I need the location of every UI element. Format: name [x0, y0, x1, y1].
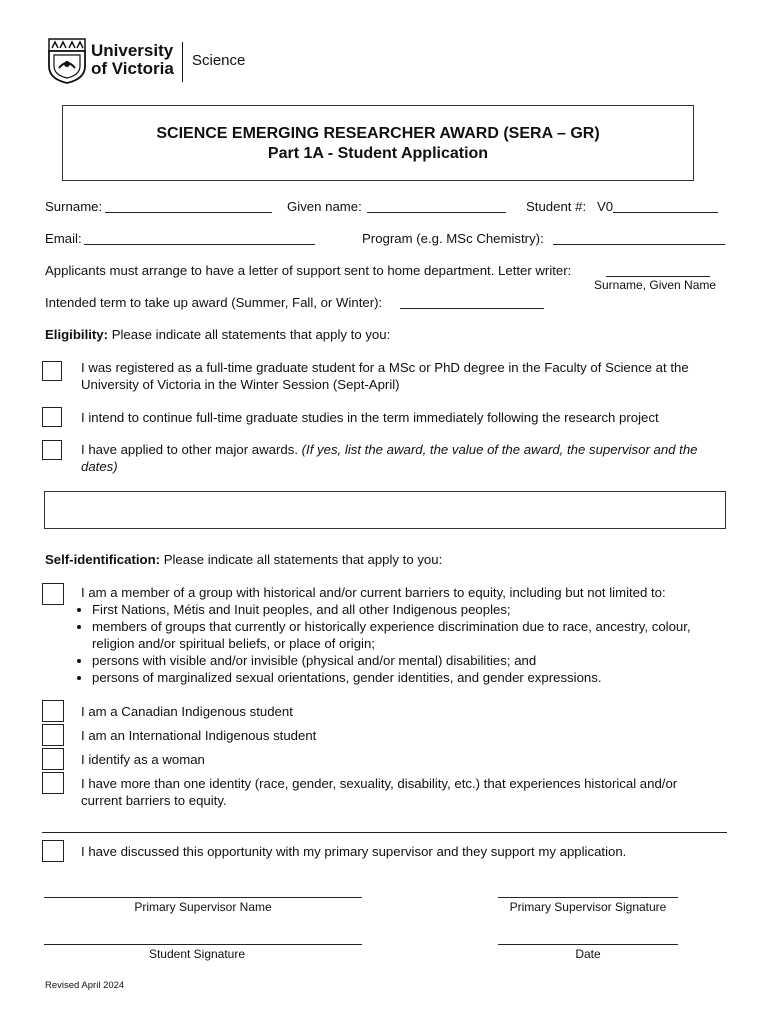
eligibility-checkbox-1[interactable]: [42, 361, 62, 381]
revision-note: Revised April 2024: [45, 980, 125, 991]
form-subtitle: Part 1A - Student Application: [267, 145, 489, 162]
other-awards-input[interactable]: [44, 491, 726, 529]
supervisor-support-statement: I have discussed this opportunity with my primary supervisor and they support my application.: [81, 844, 627, 859]
surname-given-hint: Surname, Given Name: [594, 278, 717, 292]
program-label: Program (e.g. MSc Chemistry):: [362, 231, 544, 246]
self-id-checkbox-woman[interactable]: [42, 748, 64, 770]
self-id-item-multiple-identity: I have more than one identity (race, gender, sexuality, disability, etc.) that experiences historical and/or current barriers to equity.: [81, 776, 678, 808]
surname-field[interactable]: [105, 212, 272, 213]
self-id-intro: I am a member of a group with historical and/or current barriers to equity, including but not limited to:: [81, 585, 666, 600]
uvic-logo: [47, 38, 247, 88]
given-name-field[interactable]: [367, 212, 506, 213]
intended-term-field[interactable]: [400, 308, 544, 309]
self-id-checkbox-barriers[interactable]: [42, 583, 64, 605]
date-line[interactable]: [498, 944, 678, 945]
supervisor-support-checkbox[interactable]: [42, 840, 64, 862]
eligibility-checkbox-3[interactable]: [42, 440, 62, 460]
supervisor-name-line[interactable]: [44, 897, 362, 898]
support-letter-text: Applicants must arrange to have a letter of support sent to home department. Letter writer:: [45, 263, 572, 278]
self-id-bullet-list: [74, 601, 728, 686]
bullet-item: • persons with visible and/or invisible (physical and/or mental) disabilities; and: [92, 652, 728, 669]
student-number-prefix: V0: [597, 199, 614, 214]
self-id-checkbox-canadian-indigenous[interactable]: [42, 700, 64, 722]
title-box: [62, 105, 694, 181]
student-number-label: Student #:: [526, 199, 587, 214]
self-id-checkbox-international-indigenous[interactable]: [42, 724, 64, 746]
program-field[interactable]: [553, 244, 725, 245]
bullet-item: • members of groups that currently or historically experience discrimination due to race, ancestry, colour, religion and/or spiritual beliefs, or place of origin;: [92, 618, 728, 652]
section-divider: [42, 832, 727, 833]
bullet-item: • persons of marginalized sexual orientations, gender identities, and gender expressions.: [92, 669, 728, 686]
email-field[interactable]: [84, 244, 315, 245]
student-signature-label: Student Signature: [148, 947, 246, 961]
eligibility-checkbox-2[interactable]: [42, 407, 62, 427]
eligibility-heading: Eligibility: Please indicate all statements that apply to you:: [45, 327, 391, 342]
given-name-label: Given name:: [287, 199, 362, 214]
letter-writer-field[interactable]: [606, 276, 710, 277]
form-title: SCIENCE EMERGING RESEARCHER AWARD (SERA – GR): [156, 125, 600, 142]
self-id-item-international-indigenous: I am an International Indigenous student: [81, 728, 317, 743]
self-id-checkbox-multiple-identity[interactable]: [42, 772, 64, 794]
uvic-crest-icon: [47, 38, 87, 84]
date-label: Date: [575, 947, 601, 961]
eligibility-item-3: I have applied to other major awards. (If yes, list the award, the value of the award, the supervisor and the dates): [81, 442, 698, 474]
self-id-heading: Self-identification: Please indicate all statements that apply to you:: [45, 552, 443, 567]
logo-faculty: Science: [192, 52, 246, 69]
eligibility-item-2: I intend to continue full-time graduate studies in the term immediately following the research project: [81, 410, 659, 425]
self-id-item-woman: I identify as a woman: [81, 752, 205, 767]
supervisor-signature-line[interactable]: [498, 897, 678, 898]
logo-university: University: [91, 41, 174, 60]
supervisor-name-label: Primary Supervisor Name: [134, 900, 272, 914]
supervisor-signature-label: Primary Supervisor Signature: [509, 900, 667, 914]
self-id-item-canadian-indigenous: I am a Canadian Indigenous student: [81, 704, 293, 719]
bullet-item: • First Nations, Métis and Inuit peoples, and all other Indigenous peoples;: [92, 601, 728, 618]
logo-divider: [182, 42, 183, 82]
eligibility-item-1: I was registered as a full-time graduate student for a MSc or PhD degree in the Faculty of Science at the University of Victoria in the Winter Session (Sept-April): [81, 360, 689, 392]
email-label: Email:: [45, 231, 82, 246]
intended-term-label: Intended term to take up award (Summer, Fall, or Winter):: [45, 295, 383, 310]
logo-victoria: of Victoria: [91, 59, 174, 78]
student-signature-line[interactable]: [44, 944, 362, 945]
student-number-field[interactable]: [613, 212, 718, 213]
surname-label: Surname:: [45, 199, 103, 214]
